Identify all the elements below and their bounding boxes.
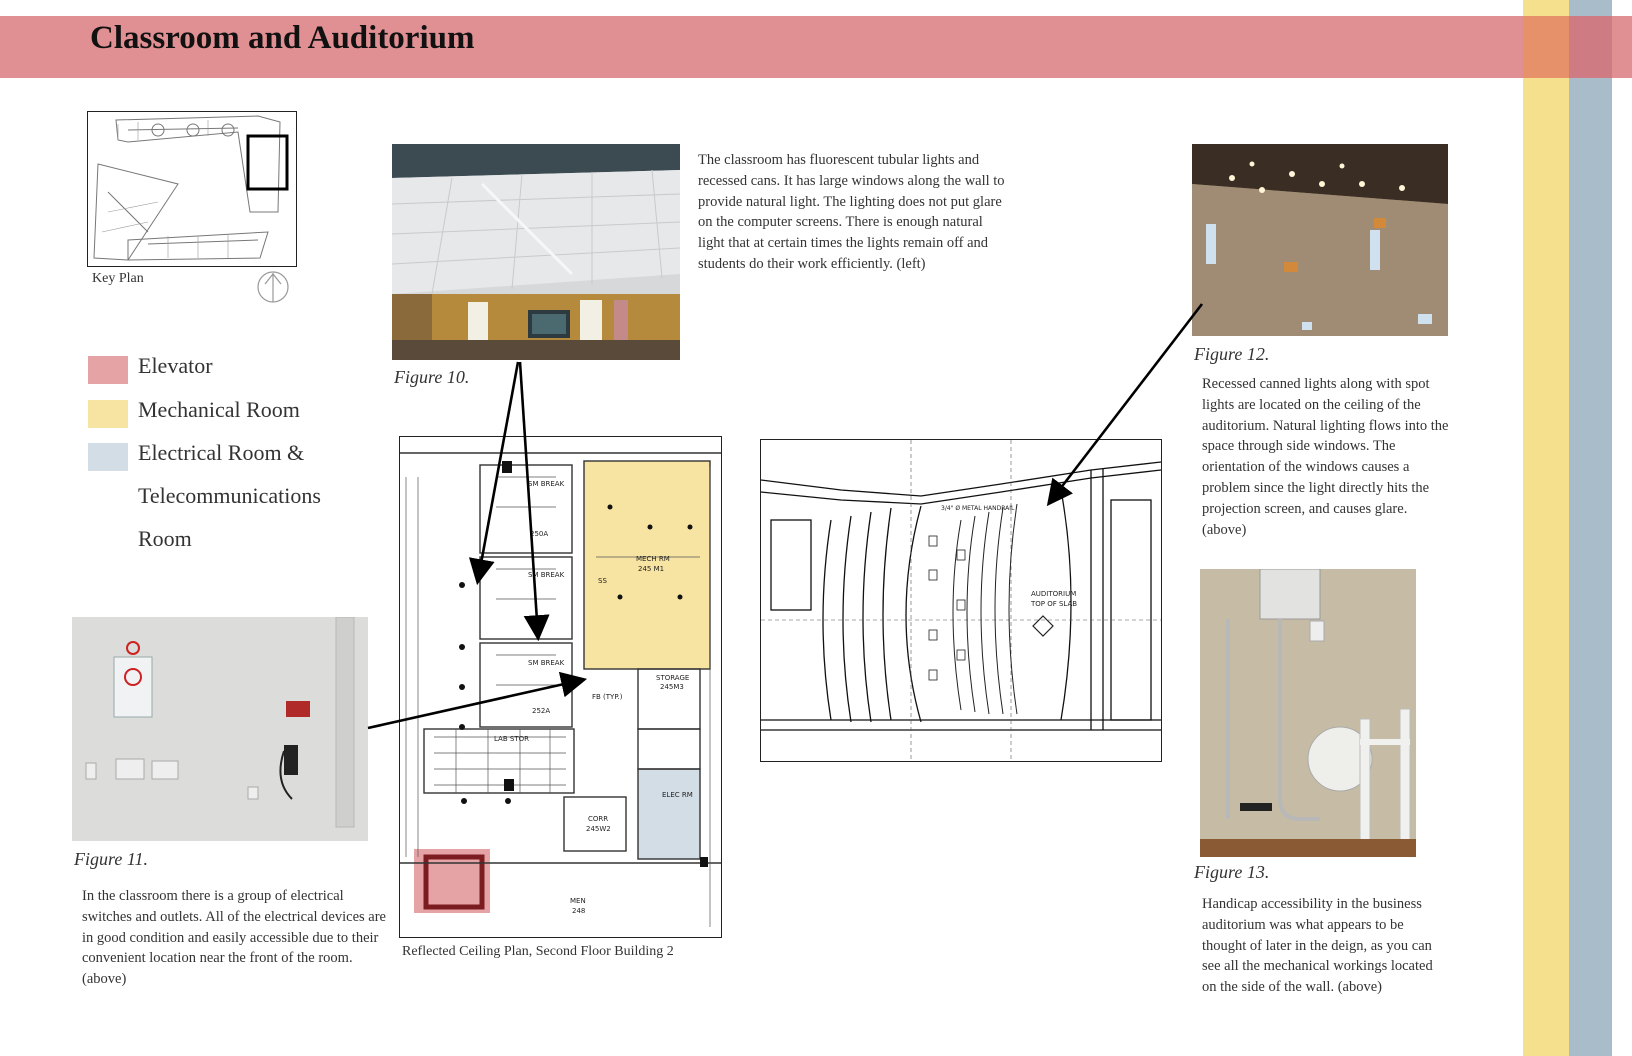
plan-label-mech-rm-no: 245 M1 — [638, 565, 665, 573]
figure-13-description: Handicap accessibility in the business auditorium was what appears to be thought of later in the deign, as you can see all the mechanical workings located on the side of the wall. (above) — [1202, 896, 1433, 996]
plan-label-storage-no: 245M3 — [660, 683, 684, 691]
figure-11-photo — [72, 617, 368, 841]
plan-label-sm-break-1: SM BREAK — [528, 480, 565, 488]
plan-label-corr-no: 245W2 — [586, 825, 611, 833]
figure-13-photo — [1200, 569, 1416, 857]
legend-label-elevator: Elevator — [138, 353, 213, 378]
plan-label-252a: 252A — [532, 707, 551, 715]
figure-12-description: Recessed canned lights along with spot lights are located on the ceiling of the auditorium. Natural lighting flows into the space through side windows. The orientation of the windows causes a problem since the light directly hits the projection screen, and causes glare. (above) — [1202, 376, 1449, 538]
plan-label-sm-break-3: SM BREAK — [528, 659, 565, 667]
plan-label-sm-break-2: SM BREAK — [528, 571, 565, 579]
figure-10-description: The classroom has fluorescent tubular lights and recessed cans. It has large windows along the wall to provide natural light. The lighting does not put glare on the computer screens. There is enough natural light that at certain times the lights remain off and students do their work efficiently. (left) — [698, 152, 1005, 272]
plan-label-mech-rm: MECH RM — [636, 555, 670, 563]
plan-label-lab-stor: LAB STOR — [494, 735, 529, 743]
decorative-stripe-yellow-top — [1523, 16, 1569, 78]
auditorium-handrail-label: 3/4" Ø METAL HANDRAIL — [941, 505, 1015, 512]
plan-label-corr: CORR — [588, 815, 609, 823]
plan-label-elec-rm: ELEC RM — [662, 791, 693, 799]
figure-10-caption: Figure 10. — [394, 367, 470, 387]
key-plan-label: Key Plan — [92, 271, 144, 286]
legend-swatch-electrical — [88, 443, 128, 471]
figure-12-photo — [1192, 144, 1448, 336]
auditorium-label: AUDITORIUM — [1031, 590, 1077, 598]
legend-label-telecom: Telecommunications — [138, 483, 321, 508]
plan-label-250a: 250A — [530, 530, 549, 538]
plan-label-men-no: 248 — [572, 907, 586, 915]
plan-label-ss: SS — [598, 577, 607, 585]
plan-label-fb-typ: FB (TYP.) — [592, 693, 623, 701]
reflected-ceiling-plan — [399, 436, 722, 938]
legend-label-electrical: Electrical Room & — [138, 440, 305, 465]
legend-swatch-mechanical — [88, 400, 128, 428]
decorative-stripe-yellow — [1523, 0, 1569, 1056]
key-plan-image — [87, 111, 297, 267]
figure-13-caption: Figure 13. — [1194, 862, 1270, 882]
figure-11-caption: Figure 11. — [74, 849, 148, 869]
auditorium-plan — [760, 439, 1162, 762]
figure-11-description: In the classroom there is a group of electrical switches and outlets. All of the electrical devices are in good condition and easily accessible due to their convenient location near the front of the room. (above) — [82, 888, 386, 988]
legend-label-room: Room — [138, 526, 192, 551]
legend-label-mechanical: Mechanical Room — [138, 397, 300, 422]
auditorium-top-of-slab: TOP OF SLAB — [1031, 600, 1078, 608]
decorative-stripe-blue-top — [1569, 16, 1612, 78]
figure-12-caption: Figure 12. — [1194, 344, 1270, 364]
plan-label-storage: STORAGE — [656, 674, 690, 682]
page-title: Classroom and Auditorium — [90, 20, 475, 56]
legend-swatch-elevator — [88, 356, 128, 384]
plan-label-men: MEN — [570, 897, 586, 905]
decorative-stripe-blue — [1569, 0, 1612, 1056]
figure-10-photo — [392, 144, 680, 360]
north-arrow-icon — [256, 270, 290, 304]
plan-caption: Reflected Ceiling Plan, Second Floor Building 2 — [402, 944, 674, 959]
